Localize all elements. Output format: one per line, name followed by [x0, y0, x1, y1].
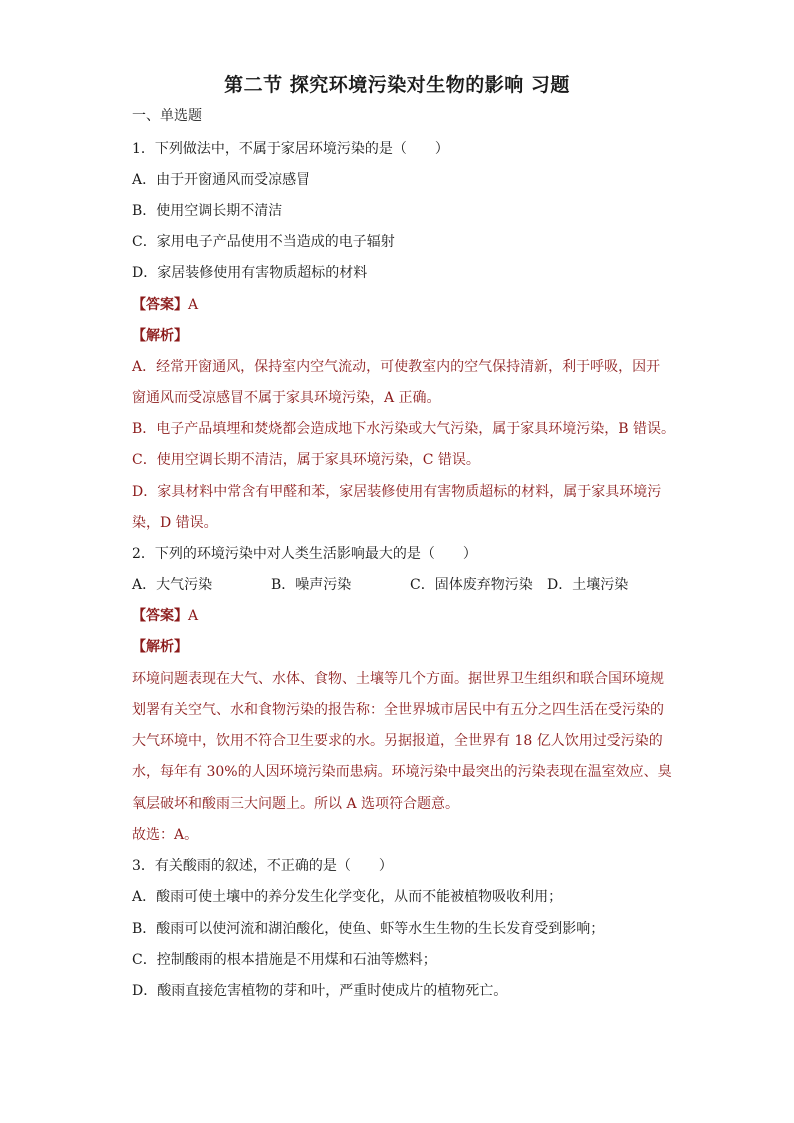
q1-answer-label: 【答案】 — [132, 297, 188, 313]
q1-option-a: A．由于开窗通风而受凉感冒 — [132, 172, 311, 188]
q3-option-b: B．酸雨可以使河流和湖泊酸化，使鱼、虾等水生生物的生长发育受到影响； — [132, 921, 605, 937]
q1-answer-value: A — [188, 297, 199, 313]
q2-answer — [132, 607, 672, 625]
q2-analysis-line: 氧层破坏和酸雨三大问题上。所以 A 选项符合题意。 — [132, 796, 460, 812]
q1-option-c: C．家用电子产品使用不当造成的电子辐射 — [132, 234, 395, 250]
q2-answer-value: A — [188, 608, 199, 624]
q1-analysis-line: A．经常开窗通风，保持室内空气流动，可使教室内的空气保持清新，利于呼吸，因开 — [132, 359, 661, 375]
q2-option-c: C．固体废弃物污染 — [410, 577, 533, 593]
q3-option-a: A．酸雨可使土壤中的养分发生化学变化，从而不能被植物吸收利用； — [132, 889, 563, 905]
q2-option-a: A．大气污染 — [132, 577, 213, 593]
q1-stem: 1．下列做法中，不属于家居环境污染的是（ ） — [132, 141, 449, 157]
q3-stem: 3．有关酸雨的叙述，不正确的是（ ） — [132, 858, 393, 874]
q2-conclusion: 故选：A。 — [132, 827, 199, 843]
q2-analysis-line: 环境问题表现在大气、水体、食物、土壤等几个方面。据世界卫生组织和联合国环境规 — [132, 671, 664, 687]
q2-analysis-tag: 【解析】 — [132, 639, 188, 655]
q3-option-c: C．控制酸雨的根本措施是不用煤和石油等燃料； — [132, 952, 437, 968]
q2-answer-label: 【答案】 — [132, 608, 188, 624]
q2-analysis-line: 大气环境中，饮用不符合卫生要求的水。另据报道，全世界有 18 亿人饮用过受污染的 — [132, 733, 663, 749]
q2-analysis-line: 划署有关空气、水和食物污染的报告称：全世界城市居民中有五分之四生活在受污染的 — [132, 702, 664, 718]
q2-stem: 2．下列的环境污染中对人类生活影响最大的是（ ） — [132, 546, 477, 562]
q1-analysis-label — [132, 327, 672, 345]
q1-analysis-line: D．家具材料中常含有甲醛和苯，家居装修使用有害物质超标的材料，属于家具环境污 — [132, 484, 662, 500]
q2-option-d: D．土壤污染 — [547, 577, 629, 593]
q1-analysis-line: 染，D 错误。 — [132, 515, 218, 531]
section-heading: 一、单选题 — [132, 108, 202, 124]
q1-option-b: B．使用空调长期不清洁 — [132, 203, 283, 219]
q1-analysis-tag: 【解析】 — [132, 328, 188, 344]
q3-option-d: D．酸雨直接危害植物的芽和叶，严重时使成片的植物死亡。 — [132, 983, 508, 999]
q1-analysis-line: C．使用空调长期不清洁，属于家具环境污染，C 错误。 — [132, 452, 480, 468]
q1-answer — [132, 296, 672, 314]
q2-option-b: B．噪声污染 — [271, 577, 352, 593]
q2-analysis-label — [132, 638, 672, 656]
q2-analysis-line: 水，每年有 30%的人因环境污染而患病。环境污染中最突出的污染表现在温室效应、臭 — [132, 764, 672, 780]
q1-analysis-line: 窗通风而受凉感冒不属于家具环境污染，A 正确。 — [132, 390, 441, 406]
page-title: 第二节 探究环境污染对生物的影响 习题 — [224, 74, 570, 96]
q1-option-d: D．家居装修使用有害物质超标的材料 — [132, 265, 368, 281]
q1-analysis-line: B．电子产品填埋和焚烧都会造成地下水污染或大气污染，属于家具环境污染，B 错误。 — [132, 421, 676, 437]
